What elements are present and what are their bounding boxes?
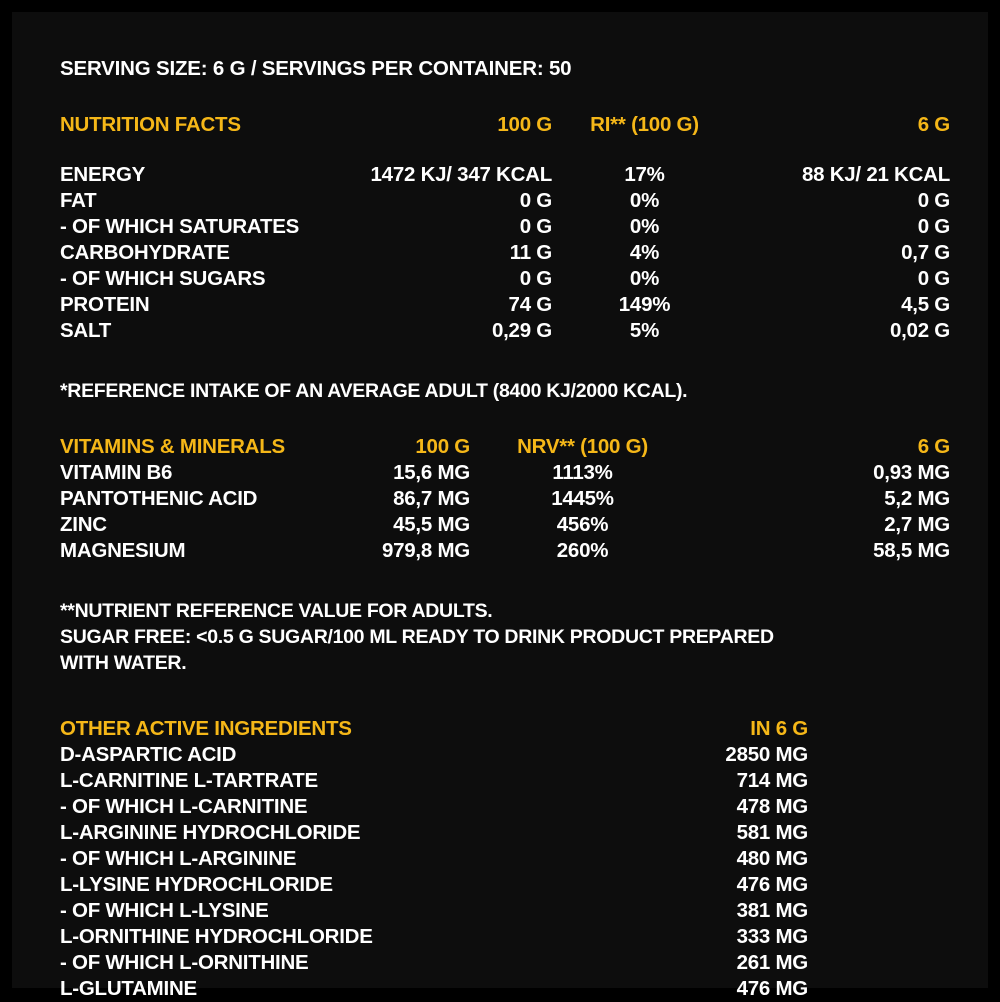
- table-row: 456%: [556, 513, 609, 536]
- serving-size-line: SERVING SIZE: 6 G / SERVINGS PER CONTAINER: 50: [60, 57, 572, 80]
- list-item: L-ORNITHINE HYDROCHLORIDE: [60, 925, 373, 948]
- table-row: 1472 KJ/ 347 KCAL: [370, 163, 552, 186]
- list-item: 381 MG: [736, 899, 808, 922]
- label-content: [60, 56, 950, 1002]
- other-active-ingredients-table: [60, 742, 950, 1002]
- nrv-footnote: **NUTRIENT REFERENCE VALUE FOR ADULTS.: [60, 600, 493, 622]
- table-row: 0 G: [519, 267, 552, 290]
- nutrition-facts-col-6g: 6 G: [917, 113, 950, 136]
- other-active-ingredients-col-in6g: IN 6 G: [750, 717, 808, 740]
- table-row: 0,7 G: [901, 241, 950, 264]
- nutrition-facts-title: NUTRITION FACTS: [60, 113, 241, 136]
- vitamins-minerals-col-6g: 6 G: [917, 435, 950, 458]
- nutrition-facts-col-ri: RI** (100 G): [590, 113, 699, 136]
- table-row: ZINC: [60, 513, 107, 536]
- table-row: 5%: [629, 319, 660, 342]
- table-row: CARBOHYDRATE: [60, 241, 230, 264]
- table-row: 979,8 MG: [381, 539, 470, 562]
- reference-intake-note: *REFERENCE INTAKE OF AN AVERAGE ADULT (8400 KJ/2000 KCAL).: [60, 380, 688, 402]
- other-active-ingredients-title: OTHER ACTIVE INGREDIENTS: [60, 717, 352, 740]
- table-row: 88 KJ/ 21 KCAL: [801, 163, 950, 186]
- table-row: ENERGY: [60, 163, 146, 186]
- table-row: 0%: [629, 215, 660, 238]
- table-row: 0 G: [917, 267, 950, 290]
- list-item: L-LYSINE HYDROCHLORIDE: [60, 873, 333, 896]
- list-item: 581 MG: [736, 821, 808, 844]
- table-row: PANTOTHENIC ACID: [60, 487, 258, 510]
- table-row: 11 G: [509, 241, 552, 264]
- table-row: 0,93 MG: [873, 461, 950, 484]
- table-row: VITAMIN B6: [60, 461, 173, 484]
- list-item: 476 MG: [736, 977, 808, 1000]
- table-row: 0 G: [917, 189, 950, 212]
- list-item: 333 MG: [736, 925, 808, 948]
- table-row: 45,5 MG: [393, 513, 470, 536]
- list-item: D-ASPARTIC ACID: [60, 743, 237, 766]
- list-item: L-ARGININE HYDROCHLORIDE: [60, 821, 361, 844]
- table-row: 4,5 G: [901, 293, 950, 316]
- list-item: 478 MG: [736, 795, 808, 818]
- table-row: FAT: [60, 189, 97, 212]
- sugar-free-note-line-2: WITH WATER.: [60, 652, 187, 674]
- table-row: 260%: [556, 539, 609, 562]
- table-row: 4%: [629, 241, 660, 264]
- table-row: 0 G: [519, 189, 552, 212]
- other-active-ingredients-header-row: [60, 716, 950, 742]
- table-row: 0 G: [519, 215, 552, 238]
- nutrition-facts-table: [60, 162, 950, 344]
- table-row: 17%: [624, 163, 665, 186]
- table-row: SALT: [60, 319, 112, 342]
- vitamins-minerals-col-nrv: NRV** (100 G): [517, 435, 648, 458]
- vitamins-minerals-title: VITAMINS & MINERALS: [60, 435, 285, 458]
- vitamins-minerals-table: [60, 460, 950, 564]
- vitamins-minerals-header-row: [60, 434, 950, 460]
- nutrition-label-panel: [12, 12, 988, 1000]
- table-row: 0%: [629, 267, 660, 290]
- list-item: - OF WHICH L-CARNITINE: [60, 795, 308, 818]
- table-row: 58,5 MG: [873, 539, 950, 562]
- table-row: - OF WHICH SUGARS: [60, 267, 266, 290]
- nutrition-facts-col-100g: 100 G: [497, 113, 552, 136]
- table-row: 5,2 MG: [884, 487, 950, 510]
- table-row: MAGNESIUM: [60, 539, 186, 562]
- sugar-free-note-line-1: SUGAR FREE: <0.5 G SUGAR/100 ML READY TO DRINK PRODUCT PREPARED: [60, 626, 774, 648]
- list-item: 714 MG: [736, 769, 808, 792]
- list-item: 2850 MG: [725, 743, 808, 766]
- table-row: 1445%: [551, 487, 614, 510]
- vitamins-minerals-col-100g: 100 G: [415, 435, 470, 458]
- table-row: 0,02 G: [889, 319, 950, 342]
- list-item: 476 MG: [736, 873, 808, 896]
- table-row: 15,6 MG: [393, 461, 470, 484]
- table-row: 0 G: [917, 215, 950, 238]
- list-item: 480 MG: [736, 847, 808, 870]
- table-row: 74 G: [508, 293, 552, 316]
- list-item: - OF WHICH L-ARGININE: [60, 847, 297, 870]
- list-item: - OF WHICH L-ORNITHINE: [60, 951, 309, 974]
- list-item: 261 MG: [736, 951, 808, 974]
- list-item: - OF WHICH L-LYSINE: [60, 899, 269, 922]
- table-row: - OF WHICH SATURATES: [60, 215, 300, 238]
- table-row: 0,29 G: [491, 319, 552, 342]
- list-item: L-CARNITINE L-TARTRATE: [60, 769, 318, 792]
- table-row: 1113%: [552, 461, 613, 484]
- table-row: 149%: [618, 293, 671, 316]
- table-row: 0%: [629, 189, 660, 212]
- nutrition-facts-header-row: [60, 112, 950, 138]
- list-item: L-GLUTAMINE: [60, 977, 197, 1000]
- table-row: 2,7 MG: [884, 513, 950, 536]
- table-row: 86,7 MG: [393, 487, 470, 510]
- table-row: PROTEIN: [60, 293, 150, 316]
